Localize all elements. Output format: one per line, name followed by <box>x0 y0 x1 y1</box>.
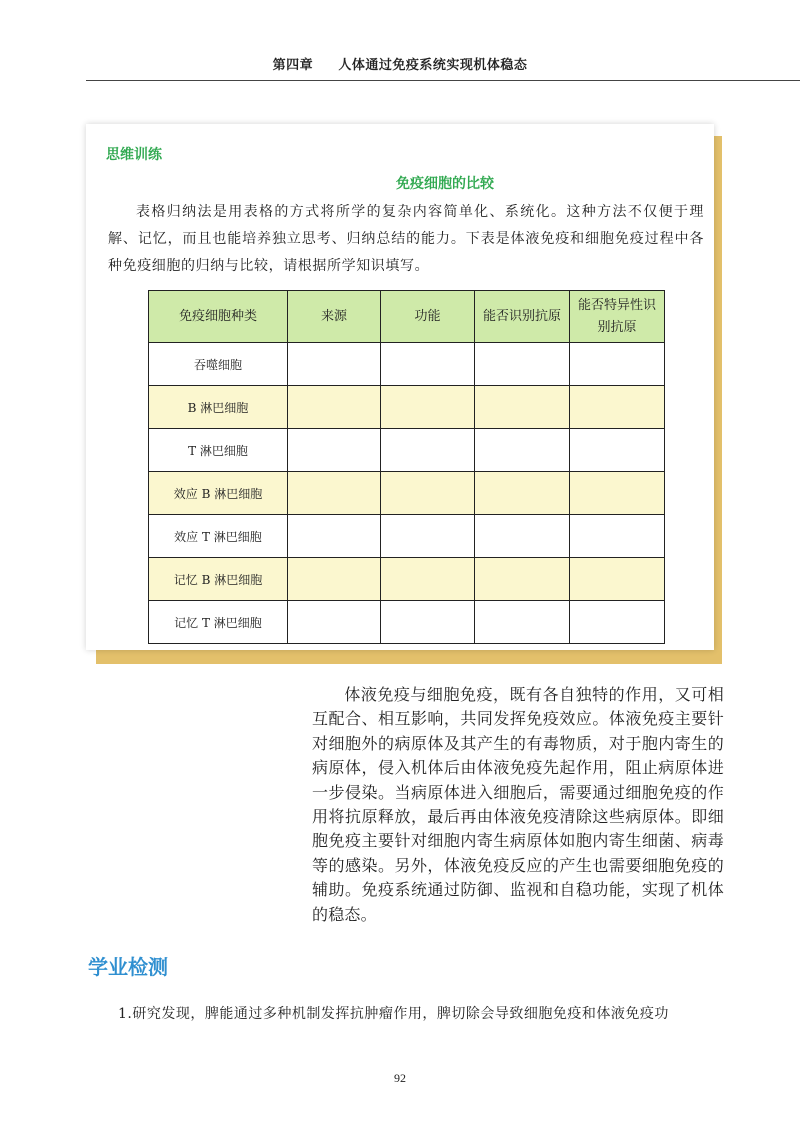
blank-cell[interactable] <box>475 472 570 515</box>
thinking-box-label: 思维训练 <box>106 147 162 163</box>
thinking-box-intro: 表格归纳法是用表格的方式将所学的复杂内容简单化、系统化。这种方法不仅便于理解、记忆，而且也能培养独立思考、归纳总结的能力。下表是体液免疫和细胞免疫过程中各种免疫细胞的归纳与比较，请根据所学知识填写。 <box>108 204 704 274</box>
blank-cell[interactable] <box>570 515 665 558</box>
blank-cell[interactable] <box>475 343 570 386</box>
thinking-box-title: 免疫细胞的比较 <box>396 176 494 192</box>
table-row <box>149 601 665 644</box>
blank-cell[interactable] <box>381 601 475 644</box>
table-row <box>149 558 665 601</box>
row-label: 记忆 B 淋巴细胞 <box>149 558 288 601</box>
column-header: 来源 <box>288 291 381 343</box>
row-label: T 淋巴细胞 <box>149 429 288 472</box>
blank-cell[interactable] <box>570 472 665 515</box>
table-row <box>149 429 665 472</box>
question-number: 1. <box>118 1006 133 1022</box>
section-heading: 学业检测 <box>88 955 168 979</box>
blank-cell[interactable] <box>288 558 381 601</box>
row-label: 记忆 T 淋巴细胞 <box>149 601 288 644</box>
blank-cell[interactable] <box>570 343 665 386</box>
row-label: 效应 B 淋巴细胞 <box>149 472 288 515</box>
column-header: 能否识别抗原 <box>475 291 570 343</box>
column-header-text: 能否特异性识别抗原 <box>577 297 656 335</box>
chapter-title: 人体通过免疫系统实现机体稳态 <box>338 58 528 73</box>
blank-cell[interactable] <box>381 558 475 601</box>
question-text: 研究发现，脾能通过多种机制发挥抗肿瘤作用，脾切除会导致细胞免疫和体液免疫功 <box>132 1006 669 1022</box>
blank-cell[interactable] <box>288 515 381 558</box>
blank-cell[interactable] <box>475 515 570 558</box>
chapter-number: 第四章 <box>272 58 314 73</box>
column-header: 免疫细胞种类 <box>149 291 288 343</box>
blank-cell[interactable] <box>288 386 381 429</box>
body-paragraph <box>312 683 724 927</box>
blank-cell[interactable] <box>475 429 570 472</box>
row-label: 吞噬细胞 <box>149 343 288 386</box>
table-row <box>149 515 665 558</box>
blank-cell[interactable] <box>570 386 665 429</box>
running-header <box>0 54 800 73</box>
blank-cell[interactable] <box>381 472 475 515</box>
table-row <box>149 343 665 386</box>
immune-cell-comparison-table <box>148 290 665 644</box>
blank-cell[interactable] <box>381 386 475 429</box>
blank-cell[interactable] <box>570 558 665 601</box>
body-paragraph-text: 体液免疫与细胞免疫，既有各自独特的作用，又可相互配合、相互影响，共同发挥免疫效应。体液免疫主要针对细胞外的病原体及其产生的有毒物质，对于胞内寄生的病原体，侵入机体后由体液免疫先起作用，阻止病原体进一步侵染。当病原体进入细胞后，需要通过细胞免疫的作用将抗原释放，最后再由体液免疫清除这些病原体。即细胞免疫主要针对细胞内寄生病原体如胞内寄生细菌、病毒等的感染。另外，体液免疫反应的产生也需要细胞免疫的辅助。免疫系统通过防御、监视和自稳功能，实现了机体的稳态。 <box>312 685 724 924</box>
blank-cell[interactable] <box>288 429 381 472</box>
page-number: 92 <box>394 1071 406 1085</box>
table-row <box>149 386 665 429</box>
blank-cell[interactable] <box>381 343 475 386</box>
blank-cell[interactable] <box>288 472 381 515</box>
header-rule <box>86 80 800 81</box>
table-header-row <box>149 291 665 343</box>
blank-cell[interactable] <box>288 343 381 386</box>
blank-cell[interactable] <box>570 601 665 644</box>
blank-cell[interactable] <box>475 601 570 644</box>
row-label: B 淋巴细胞 <box>149 386 288 429</box>
column-header: 功能 <box>381 291 475 343</box>
blank-cell[interactable] <box>381 429 475 472</box>
blank-cell[interactable] <box>570 429 665 472</box>
question-item <box>118 1003 728 1023</box>
column-header <box>570 291 665 343</box>
blank-cell[interactable] <box>475 386 570 429</box>
row-label: 效应 T 淋巴细胞 <box>149 515 288 558</box>
blank-cell[interactable] <box>475 558 570 601</box>
blank-cell[interactable] <box>381 515 475 558</box>
blank-cell[interactable] <box>288 601 381 644</box>
table-row <box>149 472 665 515</box>
